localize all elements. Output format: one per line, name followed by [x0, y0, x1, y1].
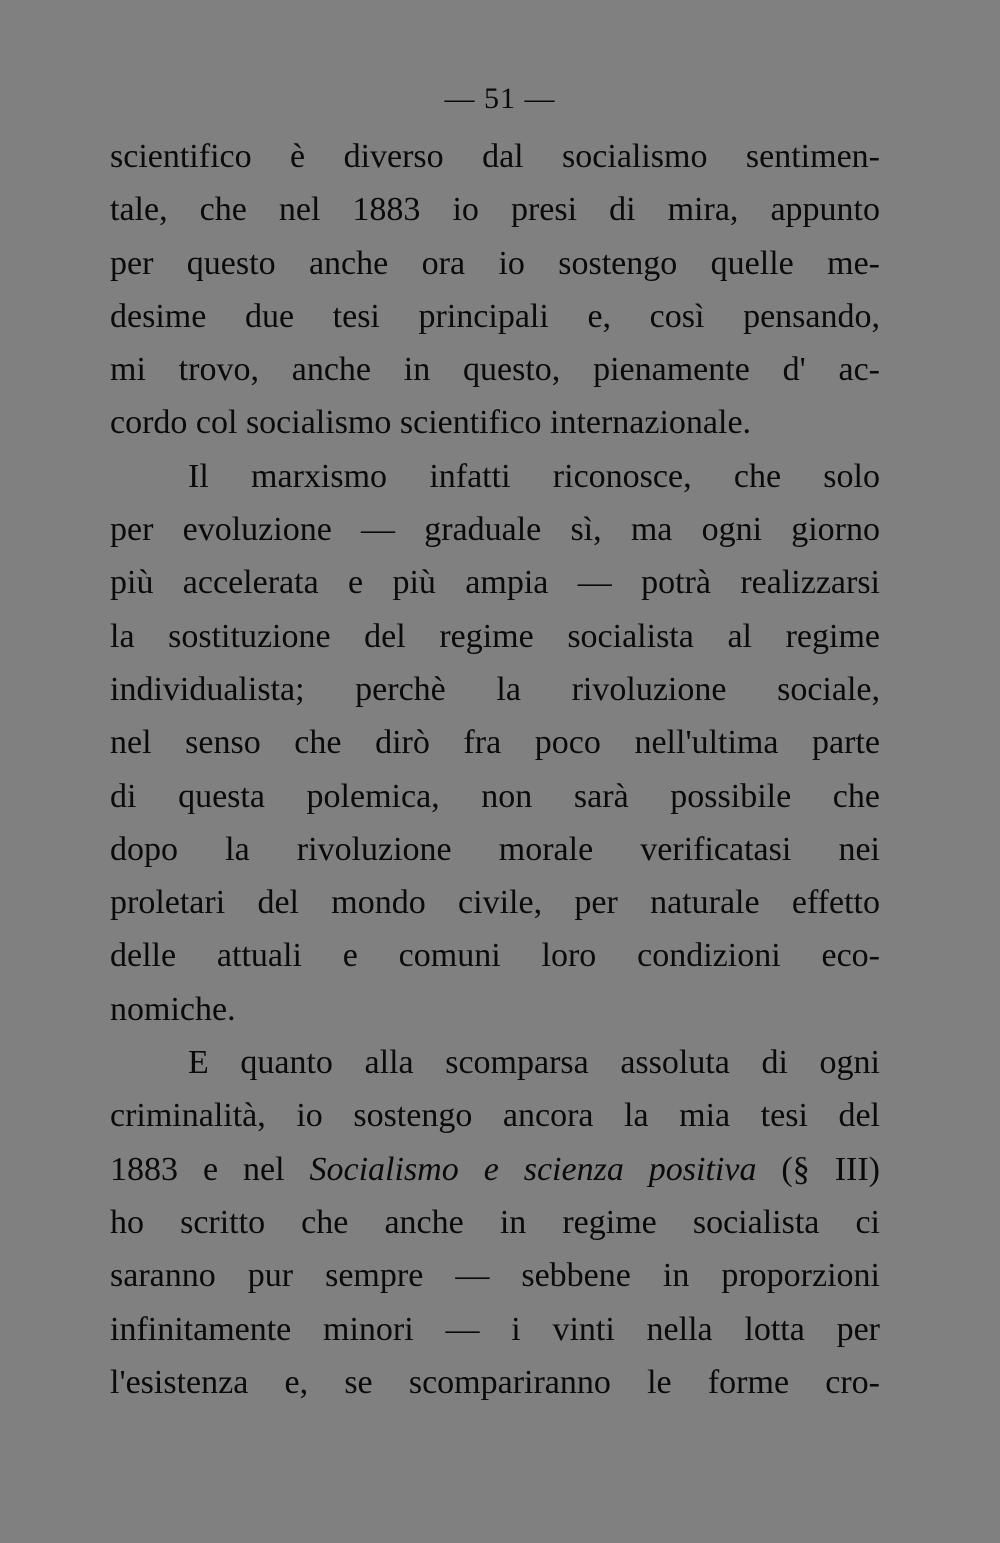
- text-line: desime due tesi principali e, così pensando,: [110, 297, 880, 335]
- book-title: Socialismo e scienza positiva: [309, 1150, 757, 1188]
- text-line: saranno pur sempre — sebbene in proporzioni: [110, 1257, 880, 1295]
- text-line: scientifico è diverso dal socialismo sentimen-: [110, 138, 880, 175]
- text-line: nel senso che dirò fra poco nell'ultima parte: [110, 724, 880, 762]
- text-line-with-title: [110, 1143, 880, 1196]
- text-line: per questo anche ora io sostengo quelle me-: [110, 244, 880, 282]
- text-line: l'esistenza e, se scompariranno le forme cro-: [110, 1363, 880, 1401]
- text-line: mi trovo, anche in questo, pienamente d' ac-: [110, 351, 880, 389]
- text-line: delle attuali e comuni loro condizioni eco-: [110, 937, 880, 975]
- text-line: proletari del mondo civile, per naturale effetto: [110, 884, 880, 922]
- text-line: Il marxismo infatti riconosce, che solo: [188, 457, 880, 495]
- text-line: di questa polemica, non sarà possibile che: [110, 777, 880, 815]
- text-line: dopo la rivoluzione morale verificatasi nei: [110, 830, 880, 868]
- text-fragment: 1883 e nel: [110, 1150, 310, 1188]
- text-line: ho scritto che anche in regime socialista ci: [110, 1203, 880, 1241]
- page-number: — 51 —: [444, 82, 556, 115]
- text-fragment: (§ III): [756, 1150, 880, 1188]
- text-line: per evoluzione — graduale sì, ma ogni giorno: [110, 511, 880, 549]
- text-line: cordo col socialismo scientifico internazionale.: [110, 404, 752, 442]
- text-line: più accelerata e più ampia — potrà realizzarsi: [110, 564, 880, 602]
- text-line: criminalità, io sostengo ancora la mia tesi del: [110, 1097, 880, 1135]
- text-line: individualista; perchè la rivoluzione sociale,: [110, 670, 880, 708]
- body-text: [110, 130, 880, 1409]
- text-line: nomiche.: [110, 990, 236, 1028]
- text-line: la sostituzione del regime socialista al regime: [110, 617, 880, 655]
- text-line: tale, che nel 1883 io presi di mira, appunto: [110, 191, 880, 229]
- text-line: E quanto alla scomparsa assoluta di ogni: [188, 1044, 880, 1082]
- text-line: infinitamente minori — i vinti nella lotta per: [110, 1310, 880, 1348]
